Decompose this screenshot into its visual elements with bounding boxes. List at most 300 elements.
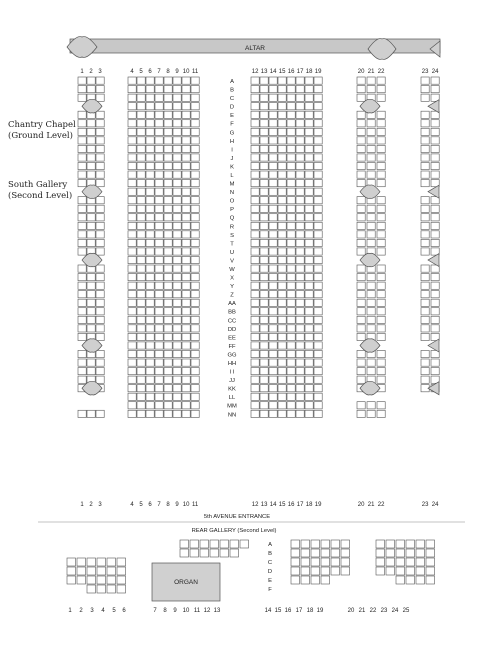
seat[interactable] bbox=[287, 316, 295, 323]
seat[interactable] bbox=[191, 94, 199, 101]
seat[interactable] bbox=[377, 137, 385, 144]
seat[interactable] bbox=[78, 350, 86, 357]
gallery-seat[interactable] bbox=[426, 567, 435, 575]
seat[interactable] bbox=[128, 128, 136, 135]
seat[interactable] bbox=[421, 231, 429, 238]
seat[interactable] bbox=[314, 333, 322, 340]
seat[interactable] bbox=[260, 171, 268, 178]
seat[interactable] bbox=[260, 402, 268, 409]
seat[interactable] bbox=[137, 188, 145, 195]
seat[interactable] bbox=[137, 333, 145, 340]
seat[interactable] bbox=[357, 162, 365, 169]
seat[interactable] bbox=[251, 376, 259, 383]
seat[interactable] bbox=[367, 316, 375, 323]
seat[interactable] bbox=[78, 368, 86, 375]
gallery-seat[interactable] bbox=[97, 567, 106, 575]
seat[interactable] bbox=[431, 291, 439, 298]
seat[interactable] bbox=[287, 359, 295, 366]
seat[interactable] bbox=[278, 265, 286, 272]
seat[interactable] bbox=[182, 256, 190, 263]
seat[interactable] bbox=[146, 385, 154, 392]
gallery-seat[interactable] bbox=[107, 567, 116, 575]
seat[interactable] bbox=[137, 214, 145, 221]
seat[interactable] bbox=[191, 197, 199, 204]
seat[interactable] bbox=[367, 120, 375, 127]
seat[interactable] bbox=[296, 231, 304, 238]
seat[interactable] bbox=[146, 171, 154, 178]
seat[interactable] bbox=[164, 111, 172, 118]
seat[interactable] bbox=[431, 86, 439, 93]
seat[interactable] bbox=[128, 231, 136, 238]
seat[interactable] bbox=[251, 180, 259, 187]
seat[interactable] bbox=[367, 171, 375, 178]
seat[interactable] bbox=[146, 393, 154, 400]
seat[interactable] bbox=[78, 248, 86, 255]
seat[interactable] bbox=[96, 291, 104, 298]
seat[interactable] bbox=[357, 154, 365, 161]
seat[interactable] bbox=[96, 197, 104, 204]
seat[interactable] bbox=[431, 137, 439, 144]
seat[interactable] bbox=[305, 291, 313, 298]
seat[interactable] bbox=[164, 350, 172, 357]
seat[interactable] bbox=[173, 256, 181, 263]
seat[interactable] bbox=[314, 222, 322, 229]
gallery-seat[interactable] bbox=[291, 540, 300, 548]
seat[interactable] bbox=[191, 291, 199, 298]
gallery-seat[interactable] bbox=[311, 567, 320, 575]
seat[interactable] bbox=[155, 291, 163, 298]
seat[interactable] bbox=[137, 239, 145, 246]
seat[interactable] bbox=[191, 368, 199, 375]
seat[interactable] bbox=[146, 222, 154, 229]
seat[interactable] bbox=[128, 77, 136, 84]
gallery-seat[interactable] bbox=[97, 585, 106, 593]
gallery-seat[interactable] bbox=[77, 558, 86, 566]
gallery-seat[interactable] bbox=[396, 558, 405, 566]
seat[interactable] bbox=[357, 77, 365, 84]
seat[interactable] bbox=[155, 180, 163, 187]
seat[interactable] bbox=[431, 299, 439, 306]
seat[interactable] bbox=[87, 274, 95, 281]
seat[interactable] bbox=[137, 342, 145, 349]
seat[interactable] bbox=[367, 308, 375, 315]
seat[interactable] bbox=[357, 94, 365, 101]
seat[interactable] bbox=[377, 282, 385, 289]
seat[interactable] bbox=[96, 333, 104, 340]
seat[interactable] bbox=[287, 239, 295, 246]
gallery-seat[interactable] bbox=[190, 540, 199, 548]
seat[interactable] bbox=[287, 342, 295, 349]
seat[interactable] bbox=[421, 86, 429, 93]
seat[interactable] bbox=[377, 265, 385, 272]
gallery-seat[interactable] bbox=[406, 576, 415, 584]
seat[interactable] bbox=[421, 359, 429, 366]
seat[interactable] bbox=[287, 368, 295, 375]
seat[interactable] bbox=[155, 128, 163, 135]
seat[interactable] bbox=[421, 137, 429, 144]
seat[interactable] bbox=[296, 180, 304, 187]
seat[interactable] bbox=[173, 368, 181, 375]
seat[interactable] bbox=[128, 197, 136, 204]
seat[interactable] bbox=[182, 86, 190, 93]
gallery-seat[interactable] bbox=[406, 558, 415, 566]
seat[interactable] bbox=[431, 222, 439, 229]
seat[interactable] bbox=[78, 205, 86, 212]
seat[interactable] bbox=[78, 222, 86, 229]
seat[interactable] bbox=[269, 180, 277, 187]
seat[interactable] bbox=[260, 274, 268, 281]
seat[interactable] bbox=[96, 299, 104, 306]
seat[interactable] bbox=[191, 239, 199, 246]
seat[interactable] bbox=[260, 137, 268, 144]
seat[interactable] bbox=[296, 77, 304, 84]
seat[interactable] bbox=[305, 274, 313, 281]
seat[interactable] bbox=[128, 137, 136, 144]
seat[interactable] bbox=[278, 222, 286, 229]
seat[interactable] bbox=[155, 308, 163, 315]
seat[interactable] bbox=[96, 180, 104, 187]
seat[interactable] bbox=[251, 274, 259, 281]
seat[interactable] bbox=[173, 171, 181, 178]
seat[interactable] bbox=[278, 274, 286, 281]
seat[interactable] bbox=[260, 368, 268, 375]
gallery-seat[interactable] bbox=[107, 585, 116, 593]
seat[interactable] bbox=[128, 282, 136, 289]
seat[interactable] bbox=[182, 282, 190, 289]
seat[interactable] bbox=[87, 162, 95, 169]
seat[interactable] bbox=[251, 162, 259, 169]
seat[interactable] bbox=[78, 376, 86, 383]
seat[interactable] bbox=[314, 154, 322, 161]
seat[interactable] bbox=[431, 274, 439, 281]
seat[interactable] bbox=[164, 197, 172, 204]
seat[interactable] bbox=[146, 410, 154, 417]
seat[interactable] bbox=[128, 120, 136, 127]
seat[interactable] bbox=[314, 368, 322, 375]
seat[interactable] bbox=[305, 77, 313, 84]
seat[interactable] bbox=[287, 94, 295, 101]
seat[interactable] bbox=[269, 222, 277, 229]
seat[interactable] bbox=[191, 137, 199, 144]
seat[interactable] bbox=[357, 137, 365, 144]
seat[interactable] bbox=[146, 205, 154, 212]
seat[interactable] bbox=[251, 402, 259, 409]
seat[interactable] bbox=[357, 368, 365, 375]
seat[interactable] bbox=[146, 291, 154, 298]
gallery-seat[interactable] bbox=[291, 558, 300, 566]
seat[interactable] bbox=[155, 376, 163, 383]
seat[interactable] bbox=[164, 248, 172, 255]
seat[interactable] bbox=[287, 222, 295, 229]
seat[interactable] bbox=[182, 222, 190, 229]
seat[interactable] bbox=[173, 333, 181, 340]
gallery-seat[interactable] bbox=[321, 540, 330, 548]
seat[interactable] bbox=[296, 171, 304, 178]
seat[interactable] bbox=[164, 231, 172, 238]
seat[interactable] bbox=[78, 128, 86, 135]
gallery-seat[interactable] bbox=[321, 558, 330, 566]
seat[interactable] bbox=[278, 128, 286, 135]
seat[interactable] bbox=[269, 385, 277, 392]
seat[interactable] bbox=[269, 410, 277, 417]
seat[interactable] bbox=[431, 239, 439, 246]
seat[interactable] bbox=[155, 393, 163, 400]
seat[interactable] bbox=[260, 86, 268, 93]
seat[interactable] bbox=[146, 214, 154, 221]
seat[interactable] bbox=[260, 299, 268, 306]
gallery-seat[interactable] bbox=[291, 576, 300, 584]
seat[interactable] bbox=[251, 222, 259, 229]
seat[interactable] bbox=[314, 385, 322, 392]
seat[interactable] bbox=[421, 171, 429, 178]
seat[interactable] bbox=[128, 325, 136, 332]
seat[interactable] bbox=[269, 128, 277, 135]
seat[interactable] bbox=[314, 162, 322, 169]
seat[interactable] bbox=[431, 128, 439, 135]
gallery-seat[interactable] bbox=[301, 567, 310, 575]
seat[interactable] bbox=[128, 299, 136, 306]
seat[interactable] bbox=[146, 350, 154, 357]
seat[interactable] bbox=[278, 248, 286, 255]
gallery-seat[interactable] bbox=[311, 549, 320, 557]
seat[interactable] bbox=[146, 120, 154, 127]
gallery-seat[interactable] bbox=[386, 540, 395, 548]
seat[interactable] bbox=[173, 282, 181, 289]
seat[interactable] bbox=[182, 248, 190, 255]
gallery-seat[interactable] bbox=[230, 540, 239, 548]
seat[interactable] bbox=[146, 308, 154, 315]
seat[interactable] bbox=[314, 248, 322, 255]
seat[interactable] bbox=[191, 256, 199, 263]
seat[interactable] bbox=[314, 145, 322, 152]
seat[interactable] bbox=[164, 205, 172, 212]
gallery-seat[interactable] bbox=[426, 576, 435, 584]
seat[interactable] bbox=[314, 410, 322, 417]
seat[interactable] bbox=[251, 86, 259, 93]
seat[interactable] bbox=[305, 188, 313, 195]
seat[interactable] bbox=[421, 111, 429, 118]
seat[interactable] bbox=[278, 154, 286, 161]
seat[interactable] bbox=[164, 410, 172, 417]
seat[interactable] bbox=[191, 248, 199, 255]
seat[interactable] bbox=[314, 197, 322, 204]
seat[interactable] bbox=[296, 274, 304, 281]
seat[interactable] bbox=[260, 231, 268, 238]
seat[interactable] bbox=[357, 333, 365, 340]
seat[interactable] bbox=[357, 282, 365, 289]
seat[interactable] bbox=[173, 205, 181, 212]
gallery-seat[interactable] bbox=[416, 540, 425, 548]
seat[interactable] bbox=[305, 325, 313, 332]
seat[interactable] bbox=[296, 214, 304, 221]
seat[interactable] bbox=[367, 205, 375, 212]
seat[interactable] bbox=[182, 205, 190, 212]
seat[interactable] bbox=[421, 128, 429, 135]
seat[interactable] bbox=[296, 308, 304, 315]
gallery-seat[interactable] bbox=[87, 558, 96, 566]
seat[interactable] bbox=[431, 359, 439, 366]
gallery-seat[interactable] bbox=[301, 558, 310, 566]
seat[interactable] bbox=[305, 222, 313, 229]
seat[interactable] bbox=[251, 342, 259, 349]
seat[interactable] bbox=[305, 265, 313, 272]
seat[interactable] bbox=[182, 120, 190, 127]
seat[interactable] bbox=[296, 154, 304, 161]
seat[interactable] bbox=[278, 137, 286, 144]
gallery-seat[interactable] bbox=[331, 558, 340, 566]
seat[interactable] bbox=[296, 350, 304, 357]
seat[interactable] bbox=[287, 402, 295, 409]
seat[interactable] bbox=[377, 77, 385, 84]
seat[interactable] bbox=[377, 248, 385, 255]
seat[interactable] bbox=[314, 350, 322, 357]
seat[interactable] bbox=[146, 265, 154, 272]
seat[interactable] bbox=[377, 274, 385, 281]
seat[interactable] bbox=[287, 103, 295, 110]
seat[interactable] bbox=[269, 393, 277, 400]
seat[interactable] bbox=[421, 94, 429, 101]
seat[interactable] bbox=[182, 231, 190, 238]
seat[interactable] bbox=[305, 197, 313, 204]
seat[interactable] bbox=[377, 205, 385, 212]
seat[interactable] bbox=[314, 137, 322, 144]
gallery-seat[interactable] bbox=[396, 540, 405, 548]
seat[interactable] bbox=[87, 171, 95, 178]
seat[interactable] bbox=[296, 402, 304, 409]
seat[interactable] bbox=[87, 282, 95, 289]
seat[interactable] bbox=[367, 137, 375, 144]
seat[interactable] bbox=[146, 342, 154, 349]
gallery-seat[interactable] bbox=[97, 576, 106, 584]
seat[interactable] bbox=[87, 120, 95, 127]
seat[interactable] bbox=[128, 214, 136, 221]
seat[interactable] bbox=[296, 385, 304, 392]
seat[interactable] bbox=[146, 111, 154, 118]
seat[interactable] bbox=[164, 137, 172, 144]
seat[interactable] bbox=[164, 239, 172, 246]
seat[interactable] bbox=[367, 128, 375, 135]
gallery-seat[interactable] bbox=[301, 549, 310, 557]
seat[interactable] bbox=[182, 154, 190, 161]
seat[interactable] bbox=[182, 291, 190, 298]
seat[interactable] bbox=[96, 137, 104, 144]
seat[interactable] bbox=[96, 359, 104, 366]
gallery-seat[interactable] bbox=[376, 567, 385, 575]
seat[interactable] bbox=[146, 94, 154, 101]
seat[interactable] bbox=[260, 282, 268, 289]
seat[interactable] bbox=[357, 402, 365, 409]
seat[interactable] bbox=[314, 393, 322, 400]
seat[interactable] bbox=[296, 316, 304, 323]
seat[interactable] bbox=[305, 385, 313, 392]
gallery-seat[interactable] bbox=[416, 567, 425, 575]
seat[interactable] bbox=[78, 316, 86, 323]
seat[interactable] bbox=[173, 342, 181, 349]
seat[interactable] bbox=[287, 197, 295, 204]
seat[interactable] bbox=[431, 368, 439, 375]
seat[interactable] bbox=[421, 299, 429, 306]
seat[interactable] bbox=[278, 145, 286, 152]
seat[interactable] bbox=[191, 299, 199, 306]
seat[interactable] bbox=[137, 205, 145, 212]
seat[interactable] bbox=[357, 171, 365, 178]
seat[interactable] bbox=[128, 342, 136, 349]
seat[interactable] bbox=[269, 197, 277, 204]
seat[interactable] bbox=[305, 154, 313, 161]
seat[interactable] bbox=[421, 308, 429, 315]
seat[interactable] bbox=[78, 325, 86, 332]
seat[interactable] bbox=[96, 265, 104, 272]
seat[interactable] bbox=[191, 402, 199, 409]
seat[interactable] bbox=[128, 256, 136, 263]
seat[interactable] bbox=[421, 325, 429, 332]
seat[interactable] bbox=[251, 410, 259, 417]
seat[interactable] bbox=[146, 333, 154, 340]
seat[interactable] bbox=[164, 188, 172, 195]
seat[interactable] bbox=[305, 350, 313, 357]
seat[interactable] bbox=[296, 376, 304, 383]
seat[interactable] bbox=[367, 274, 375, 281]
seat[interactable] bbox=[421, 162, 429, 169]
seat[interactable] bbox=[78, 239, 86, 246]
gallery-seat[interactable] bbox=[426, 540, 435, 548]
seat[interactable] bbox=[260, 162, 268, 169]
seat[interactable] bbox=[269, 376, 277, 383]
seat[interactable] bbox=[287, 393, 295, 400]
seat[interactable] bbox=[146, 197, 154, 204]
seat[interactable] bbox=[78, 137, 86, 144]
seat[interactable] bbox=[96, 145, 104, 152]
seat[interactable] bbox=[137, 316, 145, 323]
seat[interactable] bbox=[314, 231, 322, 238]
seat[interactable] bbox=[173, 120, 181, 127]
seat[interactable] bbox=[260, 103, 268, 110]
seat[interactable] bbox=[146, 316, 154, 323]
seat[interactable] bbox=[128, 86, 136, 93]
seat[interactable] bbox=[182, 325, 190, 332]
seat[interactable] bbox=[269, 137, 277, 144]
seat[interactable] bbox=[251, 239, 259, 246]
seat[interactable] bbox=[173, 299, 181, 306]
seat[interactable] bbox=[155, 368, 163, 375]
seat[interactable] bbox=[191, 376, 199, 383]
seat[interactable] bbox=[137, 128, 145, 135]
seat[interactable] bbox=[164, 103, 172, 110]
seat[interactable] bbox=[314, 86, 322, 93]
seat[interactable] bbox=[191, 282, 199, 289]
seat[interactable] bbox=[287, 180, 295, 187]
seat[interactable] bbox=[305, 239, 313, 246]
seat[interactable] bbox=[278, 111, 286, 118]
seat[interactable] bbox=[164, 145, 172, 152]
seat[interactable] bbox=[269, 231, 277, 238]
seat[interactable] bbox=[377, 222, 385, 229]
gallery-seat[interactable] bbox=[67, 576, 76, 584]
seat[interactable] bbox=[287, 162, 295, 169]
seat[interactable] bbox=[296, 239, 304, 246]
seat[interactable] bbox=[137, 402, 145, 409]
seat[interactable] bbox=[128, 359, 136, 366]
seat[interactable] bbox=[164, 86, 172, 93]
seat[interactable] bbox=[78, 410, 86, 417]
seat[interactable] bbox=[260, 120, 268, 127]
seat[interactable] bbox=[305, 368, 313, 375]
seat[interactable] bbox=[305, 137, 313, 144]
seat[interactable] bbox=[287, 137, 295, 144]
seat[interactable] bbox=[164, 308, 172, 315]
seat[interactable] bbox=[182, 410, 190, 417]
seat[interactable] bbox=[146, 368, 154, 375]
